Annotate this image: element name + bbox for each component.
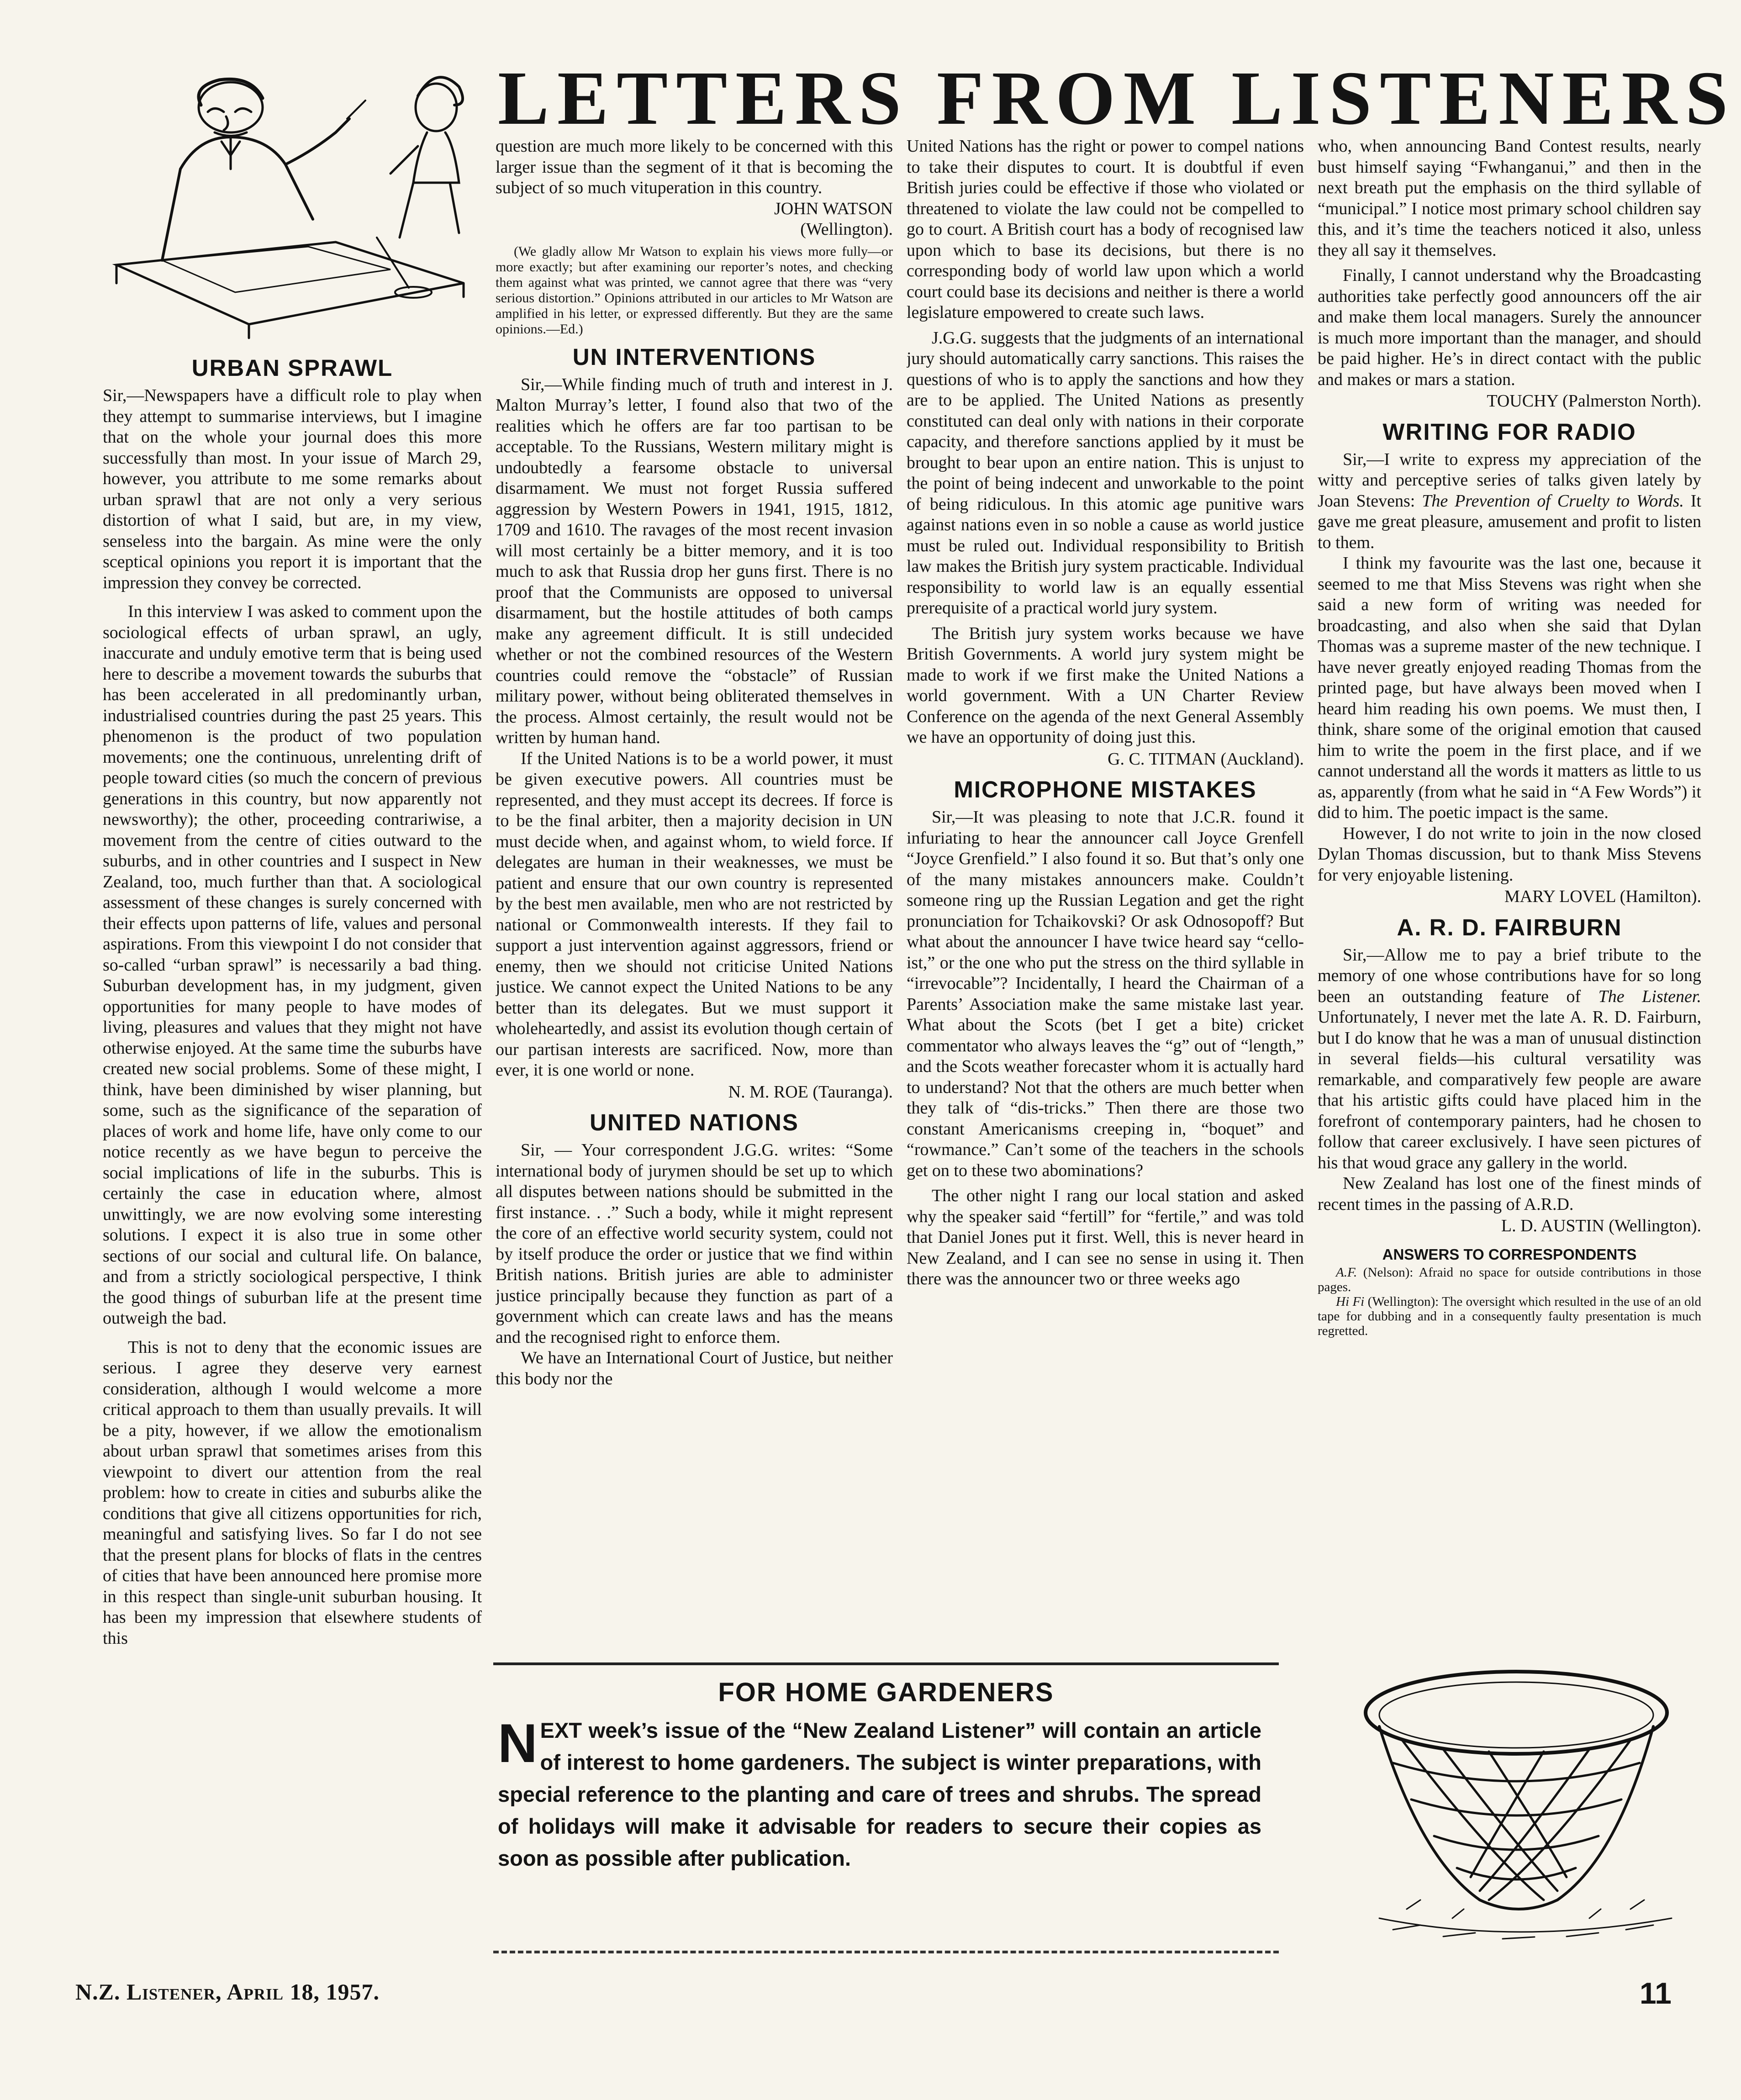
signature-john-watson: JOHN WATSON — [774, 199, 893, 218]
heading-urban-sprawl: URBAN SPRAWL — [191, 355, 393, 381]
heading-united-nations: UNITED NATIONS — [590, 1109, 799, 1135]
illustration-man-woman-desk — [98, 69, 482, 343]
signature-gc-titman: G. C. TITMAN (Auckland). — [1108, 749, 1304, 769]
letter-urban-sprawl-p3: This is not to deny that the economic issues are serious. I agree they deserve very earnest consideration, although I would welcome a more critical approach to them than usually prevails. It will be a pity, however, if we allow the emotionalism about urban sprawl that sometimes arises from this viewpoint to divert our attention from the real problem: how to create in cities and suburbs alike the conditions that give all citizens opportunities for rich, meaningful and satisfying lives. So far I do not see that the present plans for blocks of flats in the centres of cities that have been announced here promise more in this respect than single-unit suburban housing. It has been my impression that elsewhere students of this — [103, 1337, 482, 1648]
heading-un-interventions: UN INTERVENTIONS — [572, 343, 816, 370]
heading-answers-to-correspondents: ANSWERS TO CORRESPONDENTS — [1382, 1245, 1637, 1263]
heading-microphone-mistakes: MICROPHONE MISTAKES — [954, 776, 1257, 802]
heading-writing-for-radio: WRITING FOR RADIO — [1382, 418, 1636, 445]
letter-united-nations-p1: Sir, — Your correspondent J.G.G. writes: “Some international body of jurymen should be set up to which all disputes between nations should be submitted in the first instance. . .” Such a body, while it might represent the core of an effective world security system, could not by itself produce the order or justice that we find within British nations. British juries are able to administer justice principally because they function as part of a government which can create laws and has the means and the recognised right to enforce them. — [496, 1140, 893, 1347]
magazine-title: The Listener. — [1598, 987, 1701, 1006]
heading-ard-fairburn: A. R. D. FAIRBURN — [1397, 914, 1622, 940]
answer-af: A.F. (Nelson): Afraid no space for outside contributions in those pages. — [1318, 1265, 1701, 1294]
letter-microphone-mistakes-p1: Sir,—It was pleasing to note that J.C.R. found it infuriating to hear the announcer call Joyce Grenfell “Joyce Grenfield.” I also found it so. But that’s only one of the many mistakes announcers make. Couldn’t someone ring up the Russian Legation and get the right pronunciation for Tchaikovski? Or ask Odnosopoff? But what about the announcer I have twice heard say “cello-ist,” or the one who put the stress on the third syllable in “irrevocable”? Incidentally, I heard the Chairman of a Parents’ Association make the same mistake last year. What about the Scots (bet I get a bite) cricket commentator who always leaves the “g” out of “length,” and the Scots weather forecaster whom it is actually hard to understand? Not that the others are much better when they talk of “dis-tricks.” Then there are those two constant Americanisms creeping in, “boquet” and “rowmance.” Can’t some of the teachers in the schools get on to these two abominations? — [907, 807, 1304, 1180]
letter-writing-for-radio-p3: However, I do not write to join in the now closed Dylan Thomas discussion, but to thank Miss Stevens for very enjoyable listening. — [1318, 823, 1701, 885]
letter-watson-continuation: question are much more likely to be concerned with this larger issue than the segment of it that is becoming the subject of so much vituperation in this country. — [496, 137, 893, 197]
letter-urban-sprawl-p2: In this interview I was asked to comment upon the sociological effects of urban sprawl, an ugly, inaccurate and unduly emotive term that is being used here to describe a movement towards the suburbs that has been accelerated in all predominantly urban, industrialised countries during the past 25 years. This phenomenon is the product of two population movements; one the continuous, unrelenting drift of people toward cities (so much the concern of previous generations in this country, but now apparently not newsworthy); the other, proceeding contrariwise, a movement from the centre of cities outward to the suburbs, and in other countries and I suspect in New Zealand, too, much further than that. A sociological assessment of these changes is surely concerned with their effects upon patterns of life, values and personal aspirations. From this viewpoint I do not consider that so-called “urban sprawl” is necessarily a bad thing. Suburban development has, in my judgment, given opportunities for many people to have modes of living, pleasures and values that they might not have otherwise enjoyed. At the same time the suburbs have created new social problems. Some of these might, I think, have been diminished by wiser planning, but some, such as the significance of the separation of places of work and home life, have only come to our notice recently as we have begun to perceive the social implications of life in the suburbs. This is certainly the case in education where, almost unwittingly, we are now evolving some interesting solutions. I expect it is also true in some other sections of our social and cultural life. On balance, and from a strictly sociological perspective, I think the good things of suburban life at the present time outweigh the bad. — [103, 602, 482, 1328]
letter-united-nations-p3: J.G.G. suggests that the judgments of an international jury should automatically carry sanctions. This raises the questions of who is to apply the sanctions and how they are to be applied. The United Nations as presently constituted can deal only with nations in their corporate capacity, and therefore sanctions applied by it must be brought to bear upon an entire nation. This is unjust to the point of being indecent and unworkable to the point of being ridiculous. In this atomic age punitive wars against nations even in so noble a cause as world justice must be ruled out. Individual responsibility to British law makes the British jury system practicable. Individual responsibility to world law is an equally essential prerequisite of a practical world jury system. — [907, 328, 1304, 617]
letter-urban-sprawl-p1: Sir,—Newspapers have a difficult role to play when they attempt to summarise interviews, but I imagine that on the whole your journal does this more successfully than most. In your issue of March 29, however, you attribute to me some remarks about urban sprawl that are not only a very serious distortion of what I said, but are, in my view, senseless into the bargain. As mine were the only sceptical opinions you report it is important that the impression they convey be corrected. — [103, 386, 482, 592]
signature-ld-austin: L. D. AUSTIN (Wellington). — [1501, 1216, 1701, 1235]
letter-writing-for-radio-p1: Sir,—I write to express my appreciation of the witty and perceptive series of talks given lately by Joan Stevens: The Prevention of Cruelty to Words. It gave me great pleasure, amusement and profit to listen to them. — [1318, 449, 1701, 552]
letter-un-interventions-p1: Sir,—While finding much of truth and interest in J. Malton Murray’s letter, I found also that two of the realities which he offers are far too partisan to be acceptable. To the Russians, Western military might is undoubtedly a fearsome obstacle to universal disarmament. We must not forget Russia suffered aggression by Western Powers in 1941, 1915, 1812, 1709 and 1610. The ravages of the most recent invasion will most certainly be a bitter memory, and it is too much to ask that Russia drop her guns first. There is no proof that the Communists are opposed to universal disarmament, but the hostile attitudes of both camps make any agreement difficult. It is still undecided whether or not the combined resources of the Western countries could remove the “obstacle” of Russian military power, without being obliterated themselves in the process. Almost certainly, the result would not be written by human hand. — [496, 375, 893, 747]
signature-touchy: TOUCHY (Palmerston North). — [1487, 391, 1701, 411]
signature-mary-lovel: MARY LOVEL (Hamilton). — [1504, 887, 1701, 906]
masthead-title: LETTERS FROM LISTENERS — [498, 56, 1736, 141]
signature-nm-roe: N. M. ROE (Tauranga). — [728, 1082, 893, 1102]
letter-fairburn-p2: New Zealand has lost one of the finest minds of recent times in the passing of A.R.D. — [1318, 1174, 1701, 1214]
letter-united-nations-p4: The British jury system works because we have British Governments. A world jury system might be made to work if we first make the United Nations a world government. With a UN Charter Review Conference on the agenda of the next General Assembly we have an opportunity of doing just this. — [907, 623, 1304, 747]
editor-note: (We gladly allow Mr Watson to explain his views more fully—or more exactly; but after examining our reporter’s notes, and checking them against what was printed, we cannot agree that there was “very serious distortion.” Opinions attributed in our articles to Mr Watson are amplified in his letter, or expressed differently. But they are the same opinions.—Ed.) — [496, 243, 893, 337]
signature-john-watson-place: (Wellington). — [800, 220, 893, 239]
illustration-basket — [1352, 1662, 1708, 1955]
notice-title: FOR HOME GARDENERS — [718, 1678, 1054, 1707]
answer-hi-fi: Hi Fi (Wellington): The oversight which resulted in the use of an old tape for dubbing and in a consequently faulty presentation is much regretted. — [1318, 1294, 1701, 1338]
letter-microphone-continuation: who, when announcing Band Contest results, nearly bust himself saying “Fwhanganui,” and then in the next breath put the emphasis on the third syllable of “municipal.” I notice most primary school children say this, and it’s time the teachers noticed it also, unless they all say it themselves. — [1318, 137, 1701, 260]
notice-home-gardeners — [493, 1662, 1279, 1953]
letter-microphone-p3: Finally, I cannot understand why the Broadcasting authorities take perfectly good announcers off the air and make them local managers. Surely the announcer is much more important than the manager, and should be paid higher. He’s in direct contact with the public and makes or mars a station. — [1318, 266, 1701, 389]
talk-title: The Prevention of Cruelty to Words. — [1422, 491, 1684, 511]
page-number: 11 — [1640, 1976, 1672, 2010]
footer-publication-date: N.Z. Listener, April 18, 1957. — [75, 1979, 380, 2005]
letter-united-nations-continuation: United Nations has the right or power to compel nations to take their disputes to court. It is doubtful if even British juries could be effective if those who violated or threatened to violate the law could not be compelled to go to court. A British court has a body of recognised law upon which to base its decisions, but there is no corresponding body of world law upon which a world court could base its decisions and neither is there a world legislature empowered to create such laws. — [907, 137, 1304, 322]
column-4 — [1318, 136, 1701, 1397]
column-3 — [907, 136, 1304, 1655]
column-1 — [103, 348, 482, 1949]
letter-united-nations-p2: We have an International Court of Justice, but neither this body nor the — [496, 1348, 893, 1388]
letter-un-interventions-p2: If the United Nations is to be a world power, it must be given executive powers. All countries must be represented, and they must accept its decrees. If force is to be the final arbiter, then a majority decision in UN must decide when, and against whom, to wield force. If delegates are human in their weaknesses, we must be patient and ensure that our own country is represented by the best men available, men who are not restricted by national or Commonwealth interests. If they fail to support a just intervention against aggressors, friend or enemy, then we should not criticise United Nations justice. We cannot expect the United Nations to be any better than its delegates. But we must support it wholeheartedly, and assist its evolution though certain of our partisan interests are sacrificed. Now, more than ever, it is one world or none. — [496, 749, 893, 1080]
letter-writing-for-radio-p2: I think my favourite was the last one, because it seemed to me that Miss Stevens was right when she said a new form of writing was needed for broadcasting, and also when she said that Dylan Thomas was a supreme master of the new technique. I have never greatly enjoyed reading Thomas from the printed page, but have always been moved when I heard him reading his own poems. We must then, I think, share some of the original emotion that caused him to write the poem in the first place, and if we cannot understand all the words it matters as little to us as, apparently (from what he said in “A Few Words”) it did to him. The poetic impact is the same. — [1318, 554, 1701, 822]
column-2 — [496, 136, 893, 1655]
letter-fairburn-p1: Sir,—Allow me to pay a brief tribute to the memory of one whose contributions have for so long been an outstanding feature of The Listener. Unfortunately, I never met the late A. R. D. Fairburn, but I do know that he was a man of unusual distinction in several fields—his cultural versatility was remarkable, and comparatively few people are aware that his artistic gifts could have placed him in the forefront of contemporary painters, had he chosen to follow that career exclusively. I have seen pictures of his that woud grace any gallery in the world. — [1318, 945, 1701, 1172]
notice-dropcap: N — [498, 1713, 538, 1774]
letter-microphone-mistakes-p2: The other night I rang our local station and asked why the speaker said “fertill” for “fertile,” and was told that Daniel Jones put it first. Well, this is never heard in New Zealand, and I can see no sense in using it. Then there was the announcer two or three weeks ago — [907, 1186, 1304, 1288]
notice-body: NEXT week’s issue of the “New Zealand Listener” will contain an article of interest to home gardeners. The subject is winter preparations, with special reference to the planting and care of trees and shrubs. The spread of holidays will make it advisable for readers to secure their copies as soon as possible after publication. — [498, 1713, 1261, 1870]
